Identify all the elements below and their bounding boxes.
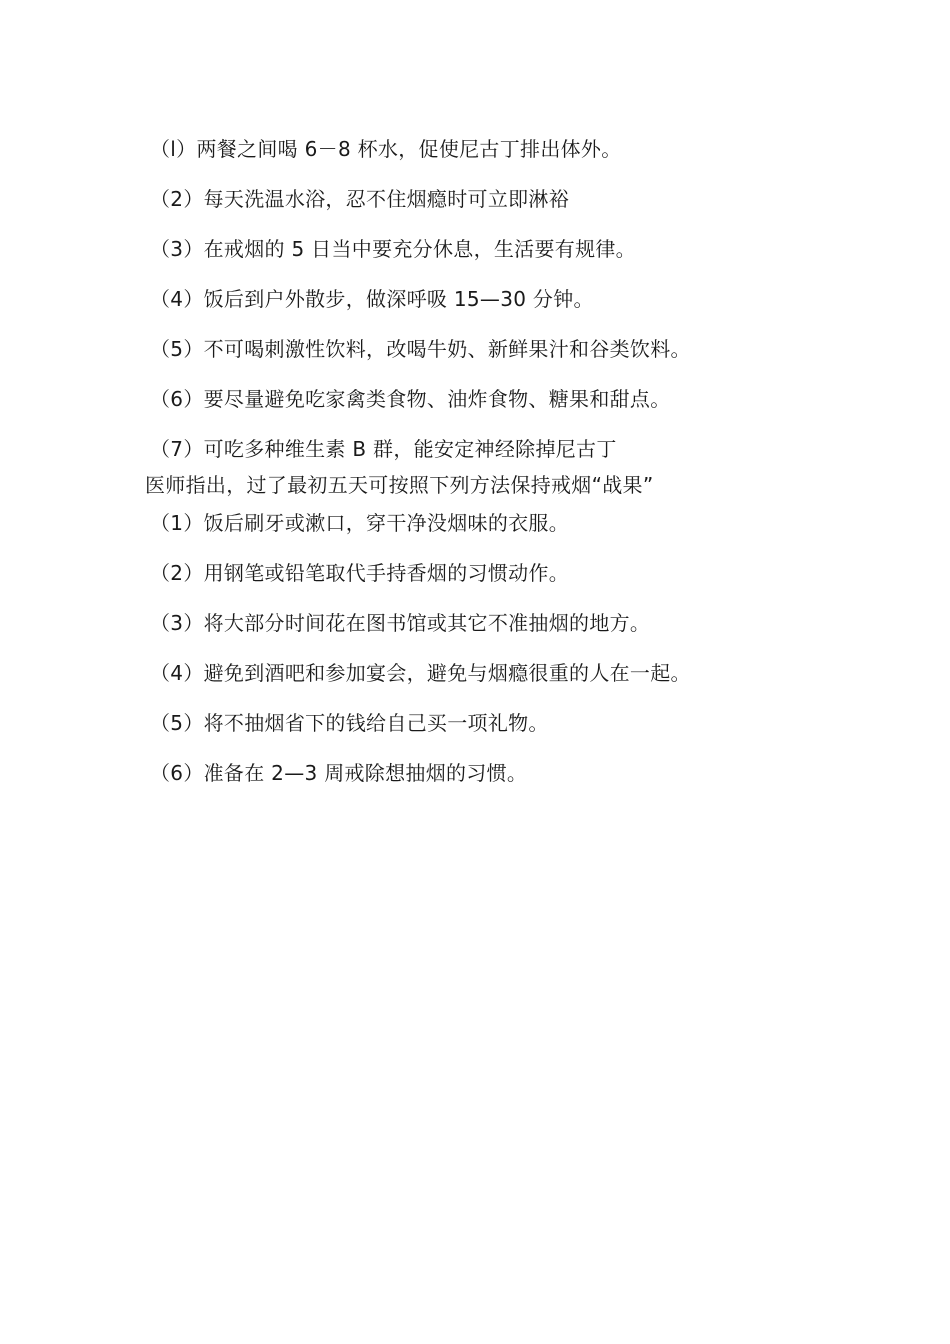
list-item: （5）将不抽烟省下的钱给自己买一项礼物。 bbox=[150, 711, 549, 735]
list-item: （2）每天洗温水浴，忍不住烟瘾时可立即淋裕 bbox=[150, 187, 570, 211]
list-item: （4）饭后到户外散步，做深呼吸 15—30 分钟。 bbox=[150, 287, 594, 311]
list-item: （3）将大部分时间花在图书馆或其它不准抽烟的地方。 bbox=[150, 611, 651, 635]
list-item: （2）用钢笔或铅笔取代手持香烟的习惯动作。 bbox=[150, 561, 570, 585]
list-item: （6）要尽量避免吃家禽类食物、油炸食物、糖果和甜点。 bbox=[150, 387, 671, 411]
transition-paragraph: 医师指出，过了最初五天可按照下列方法保持戒烟“战果” bbox=[145, 473, 654, 497]
list-item: （3）在戒烟的 5 日当中要充分休息，生活要有规律。 bbox=[150, 237, 636, 261]
list-item: （l）两餐之间喝 6－8 杯水，促使尼古丁排出体外。 bbox=[150, 137, 622, 161]
list-item: （4）避免到酒吧和参加宴会，避免与烟瘾很重的人在一起。 bbox=[150, 661, 691, 685]
list-item: （7）可吃多种维生素 B 群，能安定神经除掉尼古丁 bbox=[150, 437, 617, 461]
list-item: （6）准备在 2—3 周戒除想抽烟的习惯。 bbox=[150, 761, 528, 785]
list-item: （5）不可喝刺激性饮料，改喝牛奶、新鲜果汁和谷类饮料。 bbox=[150, 337, 691, 361]
list-item: （1）饭后刷牙或漱口，穿干净没烟味的衣服。 bbox=[150, 511, 570, 535]
